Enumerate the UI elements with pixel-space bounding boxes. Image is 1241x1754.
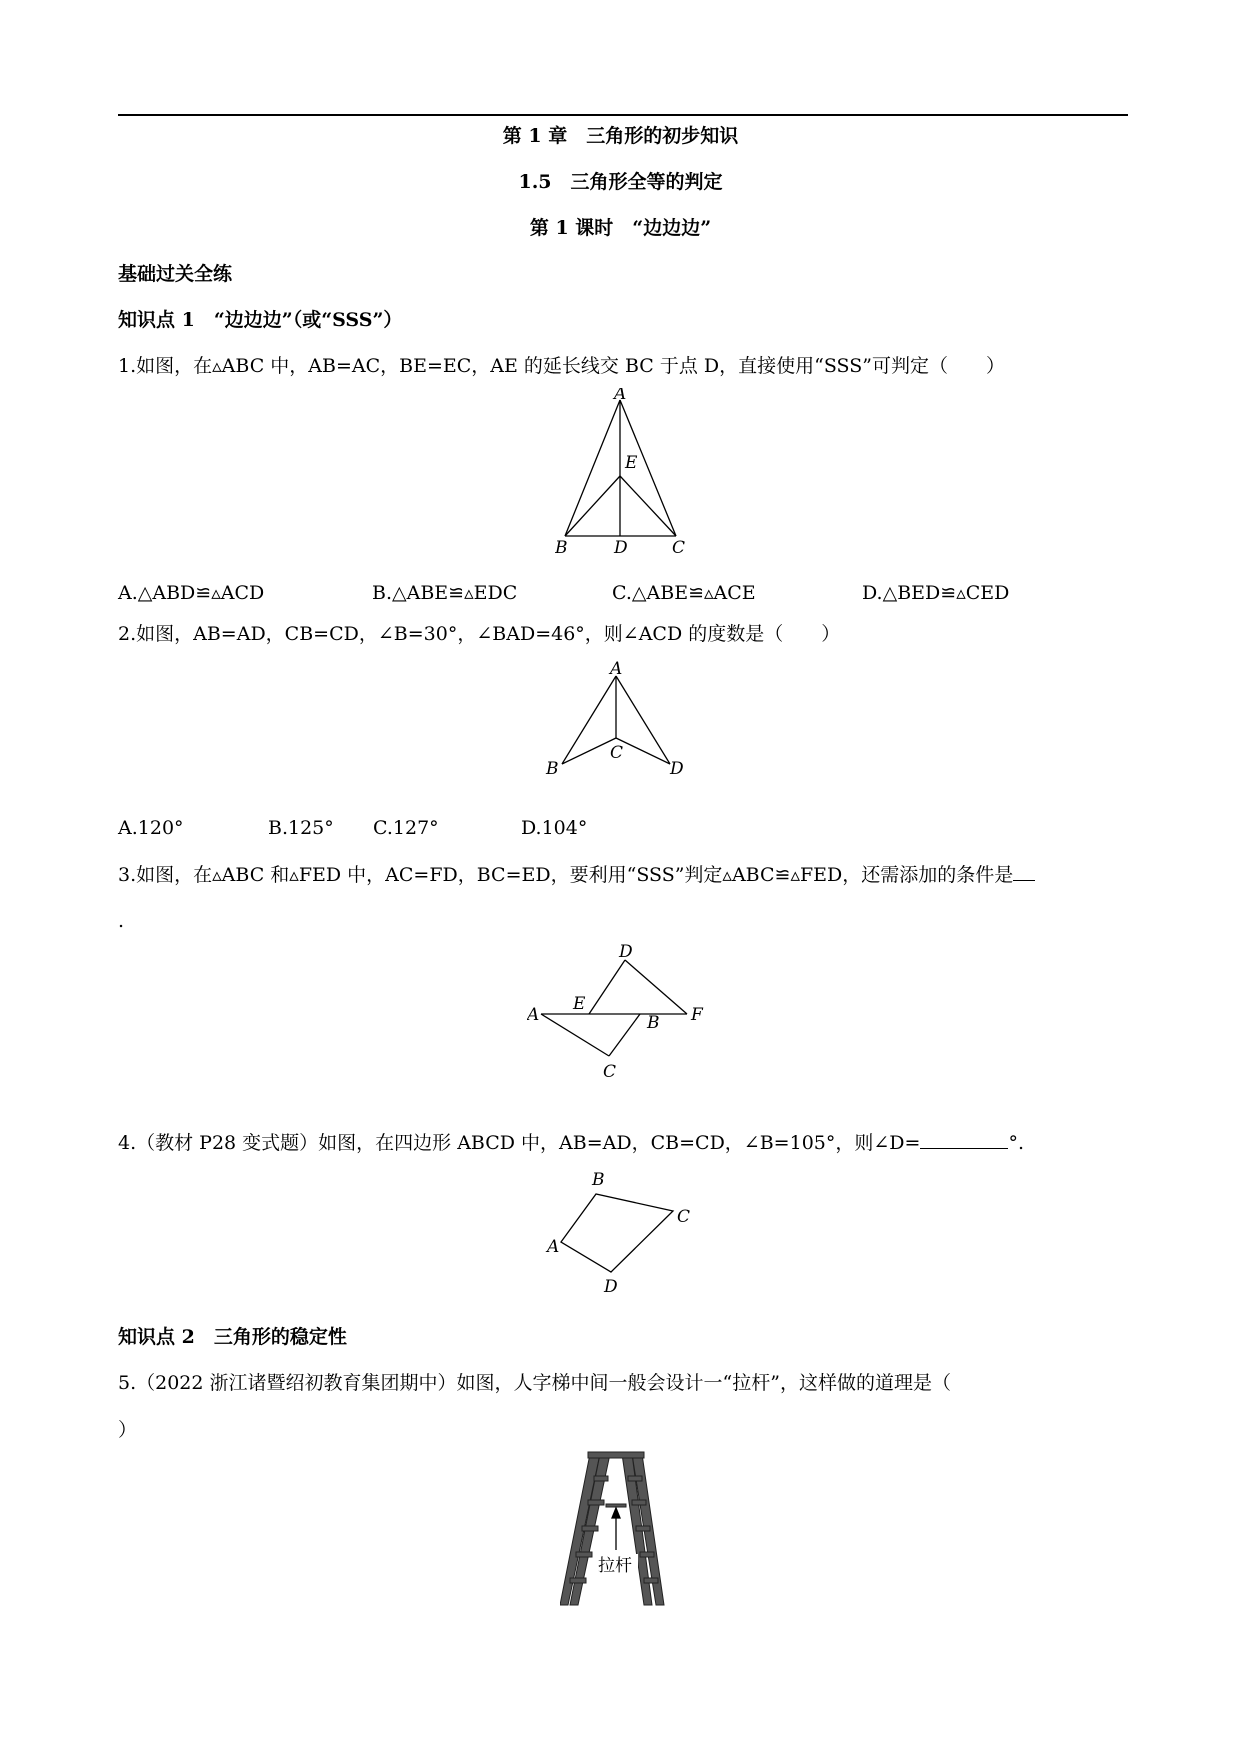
question-3-text: 3.如图，在▵ABC 和▵FED 中，AC=FD，BC=ED，要利用“SSS”判定▵ABC≌▵FED，还需添加的条件是 <box>118 864 1014 886</box>
q2-option-a: A.120° <box>118 817 184 839</box>
q1-option-d: D.△BED≌▵CED <box>862 582 1010 604</box>
knowledge-point-2: 知识点 2 三角形的稳定性 <box>118 1326 347 1348</box>
question-4-tail: °. <box>1008 1132 1024 1154</box>
pull-rod-label: 拉杆 <box>598 1556 632 1576</box>
label-c: C <box>677 1207 691 1227</box>
label-a: A <box>527 1005 540 1025</box>
question-3-tail: . <box>118 910 125 932</box>
q1-option-a: A.△ABD≌▵ACD <box>118 582 265 604</box>
label-a: A <box>610 659 623 679</box>
label-b: B <box>592 1170 605 1190</box>
label-c: C <box>672 538 686 558</box>
label-b: B <box>546 759 559 779</box>
question-5-tail: ） <box>118 1419 138 1441</box>
label-f: F <box>691 1005 703 1025</box>
label-d: D <box>604 1277 618 1296</box>
question-4 <box>118 1130 1024 1155</box>
q2-option-c: C.127° <box>373 817 439 839</box>
label-c: C <box>610 743 624 763</box>
label-a: A <box>614 388 627 404</box>
q2-option-d: D.104° <box>521 817 588 839</box>
question-1: 1.如图，在▵ABC 中，AB=AC，BE=EC，AE 的延长线交 BC 于点 D，直接使用“SSS”可判定（ ） <box>118 355 1005 377</box>
label-d: D <box>619 942 633 962</box>
answer-blank-q4[interactable] <box>920 1130 1008 1149</box>
question-2: 2.如图，AB=AD，CB=CD，∠B=30°，∠BAD=46°，则∠ACD 的度数是（ ） <box>118 623 841 645</box>
label-d: D <box>670 759 684 779</box>
label-b: B <box>647 1013 660 1033</box>
lesson-title: 第 1 课时 “边边边” <box>529 217 712 239</box>
q1-option-b: B.△ABE≌▵EDC <box>372 582 518 604</box>
answer-blank-q3[interactable] <box>1013 862 1035 881</box>
question-4-text: 4.（教材 P28 变式题）如图，在四边形 ABCD 中，AB=AD，CB=CD，∠B=105°，则∠D= <box>118 1132 921 1154</box>
label-a: A <box>547 1237 560 1257</box>
header-rule <box>118 114 1128 116</box>
label-d: D <box>614 538 628 558</box>
figure-q4-quadrilateral <box>540 1166 710 1296</box>
question-3 <box>118 862 1035 887</box>
q2-option-b: B.125° <box>268 817 334 839</box>
part-heading: 基础过关全练 <box>118 263 233 285</box>
figure-q3-triangles <box>527 940 717 1082</box>
question-5: 5.（2022 浙江诸暨绍初教育集团期中）如图，人字梯中间一般会设计一“拉杆”，这样做的道理是（ <box>118 1372 951 1394</box>
q1-option-c: C.△ABE≌▵ACE <box>612 582 756 604</box>
figure-q2-kite <box>542 658 692 782</box>
figure-q1-triangle <box>555 388 695 560</box>
label-e: E <box>625 453 638 473</box>
knowledge-point-1: 知识点 1 “边边边”（或“SSS”） <box>118 309 403 331</box>
chapter-title: 第 1 章 三角形的初步知识 <box>502 125 739 147</box>
section-title: 1.5 三角形全等的判定 <box>518 171 723 193</box>
label-b: B <box>555 538 568 558</box>
label-c: C <box>603 1062 617 1082</box>
label-e: E <box>573 994 586 1014</box>
figure-q5-stepladder <box>560 1450 672 1610</box>
